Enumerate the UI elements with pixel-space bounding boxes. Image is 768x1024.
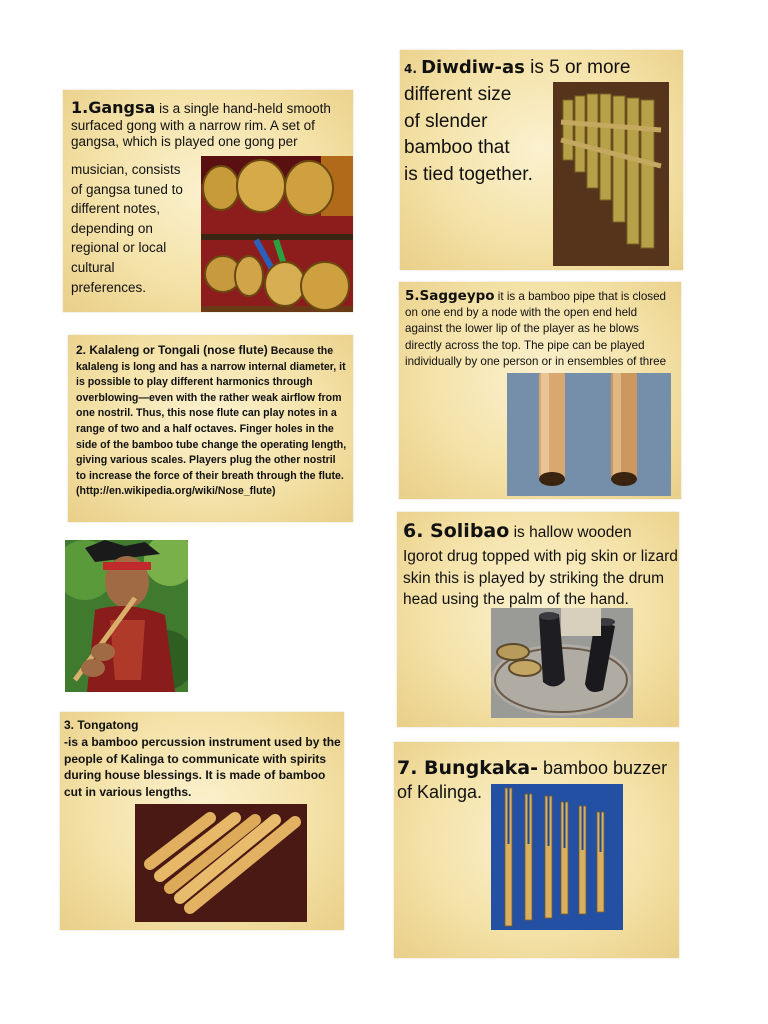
saggeypo-text: 5.Saggeypo it is a bamboo pipe that is closed on one end by a node with the open end held against the lower lip of the player as he blows directly across the top. The pipe can be played individually by one person or in ensembles of three <box>405 288 667 368</box>
bungkaka-text: 7. Bungkaka- bamboo buzzer of Kalinga. <box>397 757 668 802</box>
diwdiwas-rest: different size of slender bamboo that is tied together. <box>404 84 533 185</box>
card-tongatong <box>60 712 344 930</box>
diwdiwas-title: Diwdiw-as <box>421 57 525 78</box>
solibao-title: 6. Solibao <box>403 520 510 542</box>
saggeypo-photo <box>507 373 671 496</box>
card-gangsa <box>63 90 353 312</box>
saggeypo-title: 5.Saggeypo <box>405 288 495 304</box>
kalaleng-text: 2. Kalaleng or Tongali (nose flute) Because the kalaleng is long and has a narrow internal diameter, it is possible to play different harmonics through overblowing—even with the rather weak airflow from one nostril. Thus, this nose flute can play notes in a range of two and a half octaves. Finger holes in the side of the bamboo tube change the operating length, giving various scales. Players plug the other nostril to increase the force of their breath through the flute. (http://en.wikipedia.org/wiki/Nose_flute) <box>76 343 347 498</box>
bungkaka-title: 7. Bungkaka- <box>397 757 538 779</box>
solibao-body: Igorot drug topped with pig skin or lizard skin this is played by striking the drum head using the palm of the hand. <box>403 548 678 608</box>
card-solibao <box>397 512 679 727</box>
gangsa-intro: 1.Gangsa is a single hand-held smooth surfaced gong with a narrow rim. A set of gangsa, which is played one gong per <box>71 98 331 149</box>
kalaleng-title: 2. Kalaleng or Tongali (nose flute) <box>76 343 268 357</box>
bungkaka-photo <box>491 784 623 930</box>
solibao-line1: 6. Solibao is hallow wooden <box>403 520 632 542</box>
tongatong-title: 3. Tongatong <box>64 718 139 732</box>
tongatong-photo <box>135 804 307 922</box>
diwdiwas-line1: 4. Diwdiw-as is 5 or more <box>404 57 631 78</box>
gangsa-title: 1.Gangsa <box>71 98 156 117</box>
card-diwdiwas <box>400 50 683 270</box>
card-bungkaka <box>394 742 679 958</box>
card-saggeypo <box>399 282 681 499</box>
tongatong-body: -is a bamboo percussion instrument used by the people of Kalinga to communicate with spirits during house blessings. It is made of bamboo cut in various lengths. <box>64 735 341 799</box>
gangsa-photo <box>201 156 353 312</box>
nose-flute-player-photo <box>65 540 188 692</box>
diwdiwas-photo <box>553 82 669 266</box>
solibao-photo <box>491 608 633 718</box>
gangsa-rest: musician, consists of gangsa tuned to different notes, depending on regional or local cultural preferences. <box>71 162 183 295</box>
card-kalaleng <box>68 335 353 522</box>
